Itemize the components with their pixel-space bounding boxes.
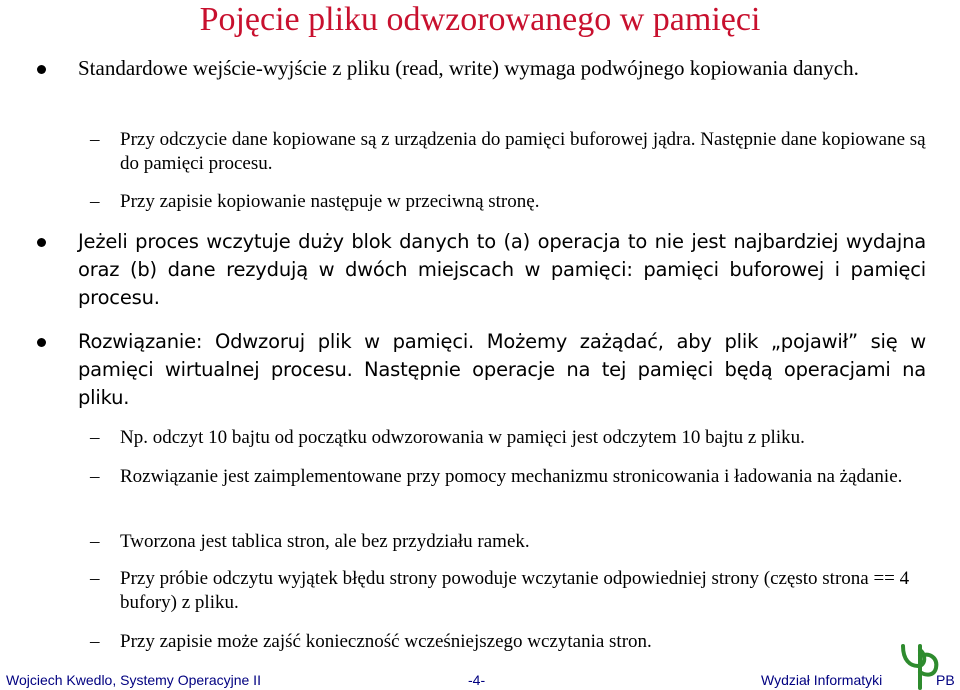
- footer-faculty: Wydział Informatyki: [761, 672, 883, 688]
- sub-item-text: Przy zapisie kopiowanie następuje w przeciwną stronę.: [120, 191, 540, 212]
- sub-item-text: Rozwiązanie jest zaimplementowane przy pomocy mechanizmu stronicowania i ładowania na żądanie.: [120, 466, 903, 487]
- sub-item-text: Np. odczyt 10 bajtu od początku odwzorowania w pamięci jest odczytem 10 bajtu z pliku.: [120, 427, 805, 448]
- dash-icon: –: [90, 568, 100, 589]
- bullet-dot-icon: [37, 238, 46, 247]
- sub-item-text: Tworzona jest tablica stron, ale bez przydziału ramek.: [120, 531, 530, 552]
- dash-icon: –: [90, 531, 100, 552]
- sub-item-text: Przy próbie odczytu wyjątek błędu strony powoduje wczytanie odpowiedniej strony (często strona == 4 bufory) z pliku.: [120, 568, 910, 613]
- footer-author: Wojciech Kwedlo, Systemy Operacyjne II: [6, 672, 261, 688]
- bullet-dot-icon: [37, 65, 46, 74]
- footer-pb: PB: [936, 672, 955, 688]
- sub-item: [90, 190, 930, 214]
- footer: [0, 670, 960, 690]
- bullet-item: [78, 55, 926, 82]
- sub-item-text: Przy odczycie dane kopiowane są z urządzenia do pamięci buforowej jądra. Następnie dane kopiowane są do pamięci procesu.: [120, 129, 926, 174]
- dash-icon: –: [90, 191, 100, 212]
- sub-item-text: Przy zapisie może zajść konieczność wcześniejszego wczytania stron.: [120, 631, 652, 652]
- sub-item: [90, 567, 930, 615]
- sub-item: [90, 465, 930, 489]
- bullet-text: Jeżeli proces wczytuje duży blok danych to (a) operacja to nie jest najbardziej wydajna oraz (b) dane rezydują w dwóch miejscach w pamięci: pamięci buforowej i pamięci procesu.: [78, 230, 926, 309]
- sub-item: [90, 630, 930, 654]
- bullet-text: Standardowe wejście-wyjście z pliku (read, write) wymaga podwójnego kopiowania danych.: [78, 56, 859, 80]
- dash-icon: –: [90, 466, 100, 487]
- sub-item: [90, 128, 930, 176]
- dash-icon: –: [90, 427, 100, 448]
- sub-item: [90, 426, 930, 450]
- bullet-item: [78, 228, 926, 312]
- sub-item: [90, 530, 930, 554]
- dash-icon: –: [90, 129, 100, 150]
- bullet-item: [78, 328, 926, 412]
- dash-icon: –: [90, 631, 100, 652]
- page-title: Pojęcie pliku odwzorowanego w pamięci: [199, 1, 761, 38]
- footer-page-number: -4-: [468, 672, 486, 688]
- bullet-dot-icon: [37, 338, 46, 347]
- bullet-text: Rozwiązanie: Odwzoruj plik w pamięci. Możemy zażądać, aby plik „pojawił” się w pamięci wirtualnej procesu. Następnie operacje na tej pamięci będą operacjami na pliku.: [78, 330, 926, 409]
